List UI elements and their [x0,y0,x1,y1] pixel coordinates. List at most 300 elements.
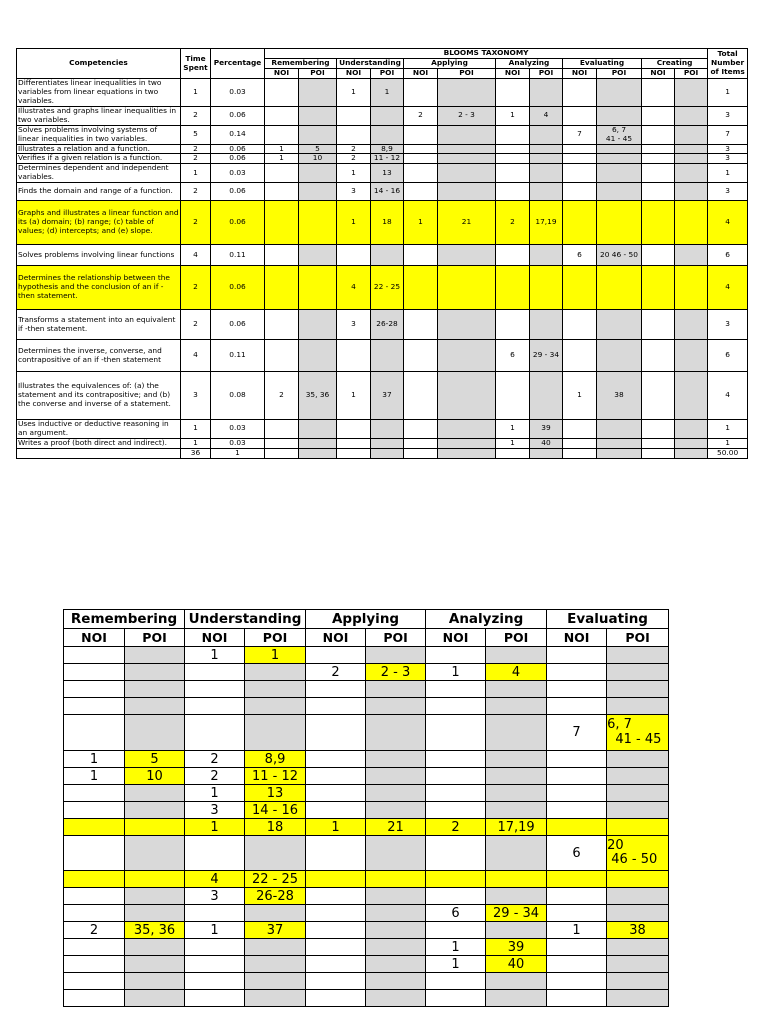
poi-cell [675,245,708,266]
header-blooms-taxonomy: BLOOMS TAXONOMY [265,49,708,59]
zoom-noi-cell: 2 [64,922,125,939]
zoom-poi-cell [486,990,547,1007]
noi-cell [642,125,675,144]
zoom-poi-cell: 11 - 12 [245,768,306,785]
noi-cell: 6 [563,245,597,266]
poi-cell: 10 [299,154,337,164]
noi-cell [642,154,675,164]
time-spent-cell: 5 [181,125,211,144]
zoom-poi-cell [607,956,669,973]
zoom-noi-cell [306,751,366,768]
poi-cell [597,266,642,310]
poi-cell [675,164,708,183]
zoom-noi-cell [185,681,245,698]
zoom-noi-cell [64,836,125,871]
poi-cell [675,266,708,310]
percentage-cell: 0.03 [211,164,265,183]
zoom-noi-cell [64,802,125,819]
noi-cell [404,310,438,340]
noi-cell [563,107,597,126]
zoom-poi-cell: 39 [486,939,547,956]
zoom-noi-cell [547,819,607,836]
zoom-poi-cell: 40 [486,956,547,973]
zoom-noi-cell [426,802,486,819]
zoom-noi-cell [64,990,125,1007]
poi-cell [675,340,708,372]
percentage-cell: 0.14 [211,125,265,144]
zoom-noi-cell: 1 [64,751,125,768]
zoom-noi-cell: 2 [185,768,245,785]
percentage-cell: 0.11 [211,245,265,266]
zoom-noi-cell [64,715,125,751]
poi-cell [438,372,496,420]
poi-cell [530,125,563,144]
zoom-header-applying: Applying [306,610,426,629]
poi-cell [530,79,563,107]
noi-cell [265,183,299,201]
zoom-noi-cell [426,990,486,1007]
poi-cell [371,420,404,439]
poi-cell [438,310,496,340]
percentage-cell: 0.06 [211,310,265,340]
zoom-poi-cell [607,681,669,698]
poi-cell [299,310,337,340]
poi-cell [299,245,337,266]
zoom-poi-cell [486,698,547,715]
header-poi: POI [530,69,563,79]
zoom-noi-cell [185,956,245,973]
poi-cell [675,310,708,340]
percentage-cell: 0.11 [211,340,265,372]
zoom-noi-cell: 1 [185,819,245,836]
zoom-poi-cell [607,698,669,715]
noi-cell: 1 [563,372,597,420]
poi-cell [299,107,337,126]
zoom-noi-cell [547,973,607,990]
zoom-noi-cell [306,836,366,871]
noi-cell [496,245,530,266]
zoom-header-noi: NOI [547,629,607,647]
noi-cell [265,266,299,310]
poi-cell: 13 [371,164,404,183]
zoom-poi-cell [366,802,426,819]
zoom-poi-cell [245,905,306,922]
noi-cell: 2 [337,154,371,164]
zoom-table-row [64,922,669,939]
header-creating: Creating [642,59,708,69]
table-row [17,107,748,126]
noi-cell [563,310,597,340]
zoom-noi-cell: 1 [185,922,245,939]
zoom-header-poi: POI [607,629,669,647]
noi-cell [642,438,675,448]
poi-cell [371,107,404,126]
poi-cell: 14 - 16 [371,183,404,201]
zoom-noi-cell [185,698,245,715]
zoom-noi-cell [306,939,366,956]
zoom-poi-cell: 17,19 [486,819,547,836]
zoom-noi-cell [306,973,366,990]
zoom-header-poi: POI [125,629,185,647]
total-items-cell: 6 [708,340,748,372]
noi-cell [265,340,299,372]
zoom-poi-cell [366,836,426,871]
header-noi: NOI [496,69,530,79]
poi-cell [530,164,563,183]
zoom-poi-cell: 5 [125,751,185,768]
zoom-noi-cell [426,647,486,664]
zoom-header-evaluating: Evaluating [547,610,669,629]
poi-cell [371,340,404,372]
percentage-cell: 0.06 [211,154,265,164]
poi-cell: 37 [371,372,404,420]
zoom-noi-cell [426,888,486,905]
table-of-specifications [16,48,748,459]
zoom-table-row [64,664,669,681]
total-items-sum-cell: 50.00 [708,448,748,458]
time-spent-cell: 2 [181,144,211,154]
zoom-noi-cell: 2 [185,751,245,768]
header-poi: POI [597,69,642,79]
noi-cell: 4 [337,266,371,310]
zoom-noi-cell [547,647,607,664]
table-row [17,420,748,439]
zoom-poi-cell [125,973,185,990]
table-row [17,201,748,245]
poi-cell [299,340,337,372]
noi-cell: 1 [496,438,530,448]
zoom-poi-cell: 6, 7 41 - 45 [607,715,669,751]
poi-cell [675,154,708,164]
zoom-poi-cell [607,785,669,802]
zoom-poi-cell: 2 - 3 [366,664,426,681]
zoom-poi-cell [366,956,426,973]
zoom-poi-cell [245,956,306,973]
noi-cell: 1 [337,372,371,420]
competency-cell: Graphs and illustrates a linear function and its (a) domain; (b) range; (c) table of values; (d) intercepts; and (e) slope. [17,201,181,245]
zoom-header-remembering: Remembering [64,610,185,629]
header-poi: POI [438,69,496,79]
zoom-poi-cell [245,990,306,1007]
zoom-table-row [64,905,669,922]
noi-cell [265,107,299,126]
zoom-poi-cell [125,905,185,922]
noi-cell [642,245,675,266]
zoom-poi-cell [486,768,547,785]
noi-cell [563,201,597,245]
percentage-cell: 0.03 [211,79,265,107]
zoom-noi-cell [547,956,607,973]
poi-cell: 18 [371,201,404,245]
zoom-noi-cell: 6 [426,905,486,922]
table-row [17,183,748,201]
totals-row [17,448,748,458]
competency-cell: Transforms a statement into an equivalent if -then statement. [17,310,181,340]
poi-cell: 2 - 3 [438,107,496,126]
table-row [17,372,748,420]
poi-cell [530,372,563,420]
percentage-cell: 0.06 [211,107,265,126]
noi-cell [404,245,438,266]
zoom-noi-cell [64,664,125,681]
totals-label-cell [17,448,181,458]
poi-cell [675,372,708,420]
time-spent-cell: 2 [181,266,211,310]
poi-cell [299,438,337,448]
competency-cell: Uses inductive or deductive reasoning in an argument. [17,420,181,439]
competency-cell: Illustrates a relation and a function. [17,144,181,154]
zoom-noi-cell [64,785,125,802]
zoom-noi-cell: 1 [426,956,486,973]
table-row [17,144,748,154]
zoom-noi-cell [64,871,125,888]
poi-cell [530,154,563,164]
header-noi: NOI [642,69,675,79]
zoom-noi-cell [426,681,486,698]
poi-cell [530,245,563,266]
competency-cell: Determines the inverse, converse, and contrapositive of an if -then statement [17,340,181,372]
zoom-poi-cell [366,698,426,715]
zoom-poi-cell [245,836,306,871]
noi-cell [337,125,371,144]
noi-cell [563,420,597,439]
zoom-poi-cell [607,871,669,888]
zoom-poi-cell [486,888,547,905]
header-poi: POI [371,69,404,79]
zoom-noi-cell: 1 [185,785,245,802]
zoom-table-row [64,785,669,802]
noi-cell [265,164,299,183]
competency-cell: Solves problems involving linear functions [17,245,181,266]
noi-cell [337,245,371,266]
noi-cell [265,125,299,144]
zoom-noi-cell: 3 [185,802,245,819]
poi-cell [675,107,708,126]
poi-cell [438,340,496,372]
header-noi: NOI [265,69,299,79]
totals-empty-cell [337,448,371,458]
table-row [17,310,748,340]
zoom-header-noi: NOI [64,629,125,647]
noi-cell: 6 [496,340,530,372]
zoom-noi-cell [547,888,607,905]
zoom-table-row [64,939,669,956]
noi-cell [265,438,299,448]
poi-cell: 38 [597,372,642,420]
zoom-poi-cell [607,819,669,836]
zoom-noi-cell: 1 [185,647,245,664]
table-row [17,164,748,183]
table-row [17,340,748,372]
zoom-header-noi: NOI [426,629,486,647]
zoom-noi-cell [426,768,486,785]
poi-cell [675,125,708,144]
poi-cell [438,245,496,266]
noi-cell: 2 [404,107,438,126]
zoom-poi-cell [125,819,185,836]
noi-cell [496,144,530,154]
poi-cell [438,438,496,448]
header-percentage: Percentage [211,49,265,79]
poi-cell [597,420,642,439]
header-remembering: Remembering [265,59,337,69]
zoom-poi-cell [607,802,669,819]
totals-empty-cell [675,448,708,458]
zoom-poi-cell [125,647,185,664]
noi-cell: 7 [563,125,597,144]
competency-cell: Finds the domain and range of a function. [17,183,181,201]
noi-cell [642,164,675,183]
percentage-cell: 0.03 [211,438,265,448]
poi-cell [597,201,642,245]
zoom-noi-cell [426,751,486,768]
zoom-table-row [64,768,669,785]
poi-cell: 17,19 [530,201,563,245]
zoom-poi-cell: 21 [366,819,426,836]
noi-cell [337,340,371,372]
zoom-noi-cell [64,956,125,973]
zoom-poi-cell [366,888,426,905]
noi-cell [563,183,597,201]
zoomed-blooms-table [63,609,669,1007]
zoom-poi-cell: 13 [245,785,306,802]
poi-cell: 40 [530,438,563,448]
zoom-poi-cell [125,785,185,802]
zoom-noi-cell [64,698,125,715]
time-spent-cell: 1 [181,79,211,107]
zoom-poi-cell: 10 [125,768,185,785]
zoom-noi-cell [426,698,486,715]
poi-cell: 35, 36 [299,372,337,420]
noi-cell: 1 [337,164,371,183]
poi-cell: 1 [371,79,404,107]
zoom-poi-cell [366,785,426,802]
header-poi: POI [675,69,708,79]
zoom-noi-cell: 1 [64,768,125,785]
poi-cell [597,340,642,372]
total-items-cell: 6 [708,245,748,266]
zoom-noi-cell [64,647,125,664]
noi-cell [337,420,371,439]
time-spent-cell: 1 [181,164,211,183]
zoom-poi-cell [607,990,669,1007]
poi-cell [371,245,404,266]
zoom-poi-cell [366,922,426,939]
zoom-poi-cell [366,905,426,922]
total-items-cell: 1 [708,164,748,183]
zoom-noi-cell [547,785,607,802]
zoom-noi-cell [306,888,366,905]
zoom-table-row [64,802,669,819]
zoom-poi-cell [607,664,669,681]
zoom-poi-cell [125,990,185,1007]
totals-empty-cell [642,448,675,458]
table-row [17,79,748,107]
zoom-table-row [64,647,669,664]
noi-cell [642,79,675,107]
zoom-header-poi: POI [486,629,547,647]
time-spent-cell: 1 [181,420,211,439]
noi-cell [642,144,675,154]
poi-cell [597,107,642,126]
zoom-noi-cell [64,939,125,956]
noi-cell [563,164,597,183]
totals-empty-cell [438,448,496,458]
table-row [17,154,748,164]
total-items-cell: 4 [708,201,748,245]
zoom-noi-cell [547,905,607,922]
total-items-cell: 1 [708,438,748,448]
table-row [17,125,748,144]
zoom-noi-cell [306,922,366,939]
totals-empty-cell [371,448,404,458]
zoom-noi-cell [306,715,366,751]
zoom-noi-cell: 3 [185,888,245,905]
header-noi: NOI [563,69,597,79]
zoom-poi-cell [245,715,306,751]
zoom-noi-cell [547,698,607,715]
noi-cell [642,107,675,126]
zoom-poi-cell: 37 [245,922,306,939]
poi-cell: 20 46 - 50 [597,245,642,266]
noi-cell [337,438,371,448]
poi-cell: 21 [438,201,496,245]
noi-cell [642,183,675,201]
poi-cell: 26-28 [371,310,404,340]
noi-cell [265,310,299,340]
total-items-cell: 1 [708,420,748,439]
zoom-header-noi: NOI [185,629,245,647]
noi-cell: 3 [337,310,371,340]
total-time-cell: 36 [181,448,211,458]
zoom-poi-cell: 18 [245,819,306,836]
total-items-cell: 3 [708,183,748,201]
zoom-poi-cell [245,664,306,681]
noi-cell: 1 [496,107,530,126]
header-applying: Applying [404,59,496,69]
poi-cell [675,144,708,154]
zoom-table-row [64,973,669,990]
total-items-cell: 7 [708,125,748,144]
zoom-noi-cell [426,973,486,990]
zoom-poi-cell [245,939,306,956]
noi-cell [642,420,675,439]
poi-cell [438,266,496,310]
noi-cell [404,79,438,107]
poi-cell [438,79,496,107]
zoom-poi-cell [607,905,669,922]
zoom-poi-cell [125,681,185,698]
zoom-noi-cell [64,973,125,990]
noi-cell: 1 [404,201,438,245]
zoom-noi-cell [547,990,607,1007]
total-items-cell: 4 [708,372,748,420]
zoom-noi-cell: 1 [306,819,366,836]
zoom-header-understanding: Understanding [185,610,306,629]
poi-cell [530,310,563,340]
zoom-header-analyzing: Analyzing [426,610,547,629]
competency-cell: Writes a proof (both direct and indirect). [17,438,181,448]
poi-cell [299,201,337,245]
competency-cell: Differentiates linear inequalities in two variables from linear equations in two variables. [17,79,181,107]
zoom-noi-cell: 1 [426,664,486,681]
total-items-cell: 3 [708,107,748,126]
noi-cell [563,266,597,310]
competency-cell: Verifies if a given relation is a function. [17,154,181,164]
zoom-poi-cell [125,871,185,888]
totals-empty-cell [530,448,563,458]
zoom-table-row [64,681,669,698]
